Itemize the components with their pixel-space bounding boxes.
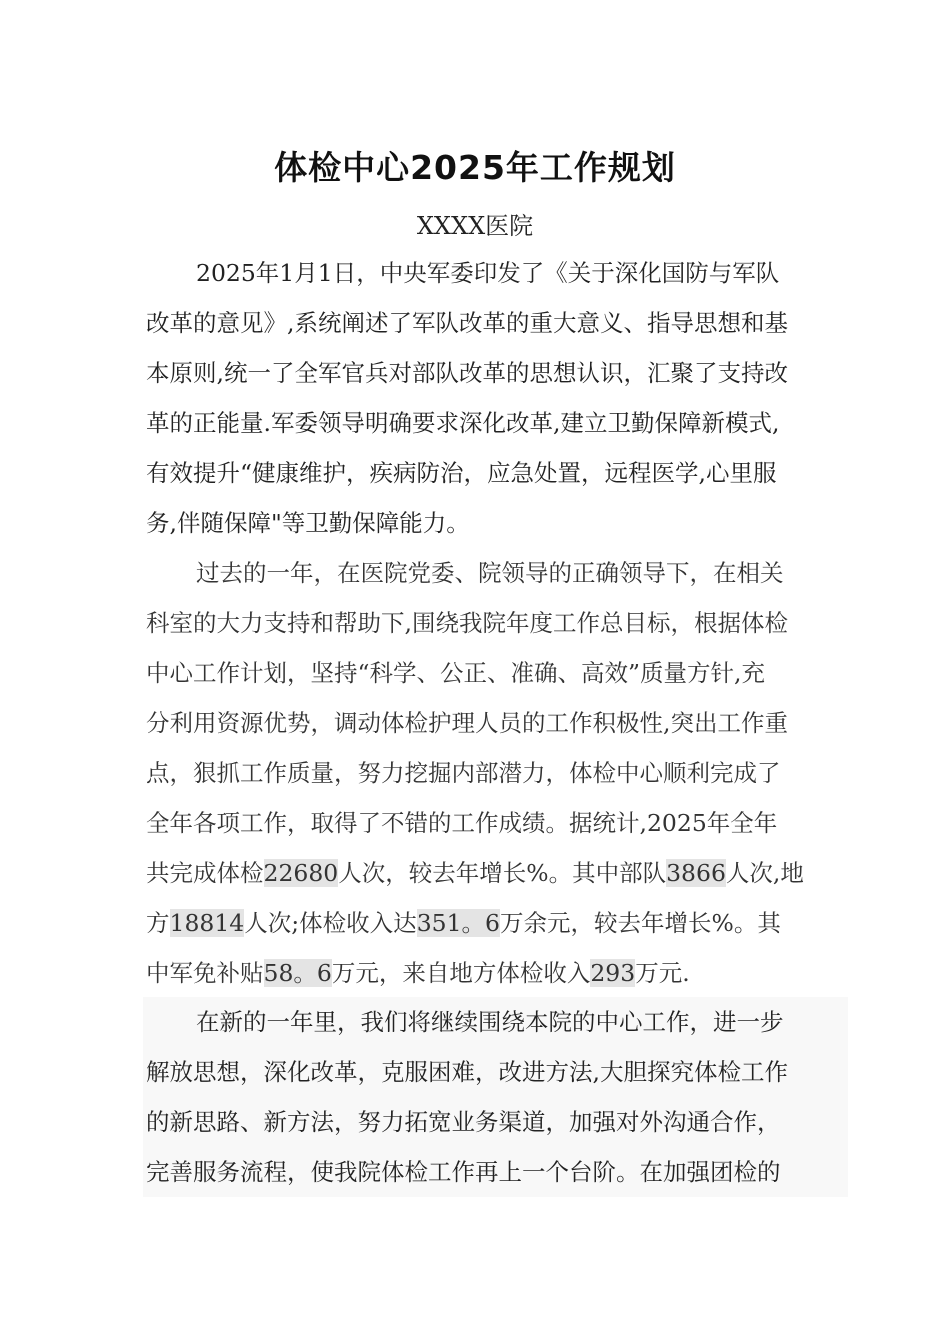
text-line — [146, 548, 852, 598]
text-segment: 点，狠抓工作质量，努力挖掘内部潜力，体检中心顺利完成了 — [146, 759, 781, 787]
page-title: 体检中心2025年工作规划 — [274, 148, 676, 187]
text-segment: 人次;体检收入达 — [244, 909, 417, 937]
text-segment: 分利用资源优势，调动体检护理人员的工作积极性,突出工作重 — [146, 709, 788, 737]
highlighted-figure: 58。6 — [263, 959, 332, 987]
highlighted-figure: 293 — [590, 959, 636, 987]
text-segment: 中军免补贴 — [146, 959, 264, 987]
text-segment: 万余元，较去年增长%。其 — [500, 909, 781, 937]
hospital-name: XXXX医院 — [416, 212, 534, 240]
highlighted-figure: 22680 — [263, 859, 339, 887]
text-segment: 科室的大力支持和帮助下,围绕我院年度工作总目标，根据体检 — [146, 609, 788, 637]
text-line — [143, 1047, 848, 1097]
text-line — [143, 1097, 848, 1147]
text-segment: 万元，来自地方体检收入 — [331, 959, 591, 987]
paragraph-annual-review — [146, 548, 852, 998]
text-segment: 完善服务流程，使我院体检工作再上一个台阶。在加强团检的 — [146, 1158, 781, 1186]
text-line — [146, 298, 852, 348]
paragraph-new-year-plan — [143, 997, 848, 1197]
text-line — [146, 898, 852, 948]
text-line — [146, 648, 852, 698]
paragraph-reform-background — [146, 248, 852, 548]
text-segment: 2025年1月1日，中央军委印发了《关于深化国防与军队 — [196, 259, 780, 287]
text-segment: 中心工作计划，坚持“科学、公正、准确、高效”质量方针,充 — [146, 659, 765, 687]
text-segment: 的新思路、新方法，努力拓宽业务渠道，加强对外沟通合作， — [146, 1108, 781, 1136]
text-segment: 务,伴随保障"等卫勤保障能力。 — [146, 509, 470, 537]
text-line — [146, 448, 852, 498]
text-line — [146, 348, 852, 398]
text-segment: 万元. — [635, 959, 690, 987]
text-segment: 改革的意见》,系统阐述了军队改革的重大意义、指导思想和基 — [146, 309, 788, 337]
text-segment: 本原则,统一了全军官兵对部队改革的思想认识，汇聚了支持改 — [146, 359, 788, 387]
text-line — [146, 398, 852, 448]
text-line — [146, 698, 852, 748]
text-line — [143, 997, 848, 1047]
text-line — [146, 248, 852, 298]
text-line — [143, 1147, 848, 1197]
text-segment: 过去的一年，在医院党委、院领导的正确领导下，在相关 — [196, 559, 784, 587]
highlighted-figure: 351。6 — [416, 909, 500, 937]
highlighted-figure: 3866 — [666, 859, 726, 887]
text-line — [146, 798, 852, 848]
text-segment: 在新的一年里，我们将继续围绕本院的中心工作，进一步 — [196, 1008, 784, 1036]
text-line — [146, 848, 852, 898]
text-segment: 共完成体检 — [146, 859, 264, 887]
text-line — [146, 498, 852, 548]
text-segment: 革的正能量.军委领导明确要求深化改革,建立卫勤保障新模式, — [146, 409, 780, 437]
text-line — [146, 948, 852, 998]
text-segment: 解放思想，深化改革，克服困难，改进方法,大胆探究体检工作 — [146, 1058, 788, 1086]
text-line — [146, 598, 852, 648]
text-segment: 全年各项工作，取得了不错的工作成绩。据统计,2025年全年 — [146, 809, 778, 837]
text-segment: 方 — [146, 909, 170, 937]
text-segment: 人次,地 — [725, 859, 804, 887]
text-segment: 有效提升“健康维护，疾病防治，应急处置，远程医学,心里服 — [146, 459, 777, 487]
highlighted-figure: 18814 — [169, 909, 245, 937]
text-segment: 人次，较去年增长%。其中部队 — [338, 859, 667, 887]
text-line — [146, 748, 852, 798]
